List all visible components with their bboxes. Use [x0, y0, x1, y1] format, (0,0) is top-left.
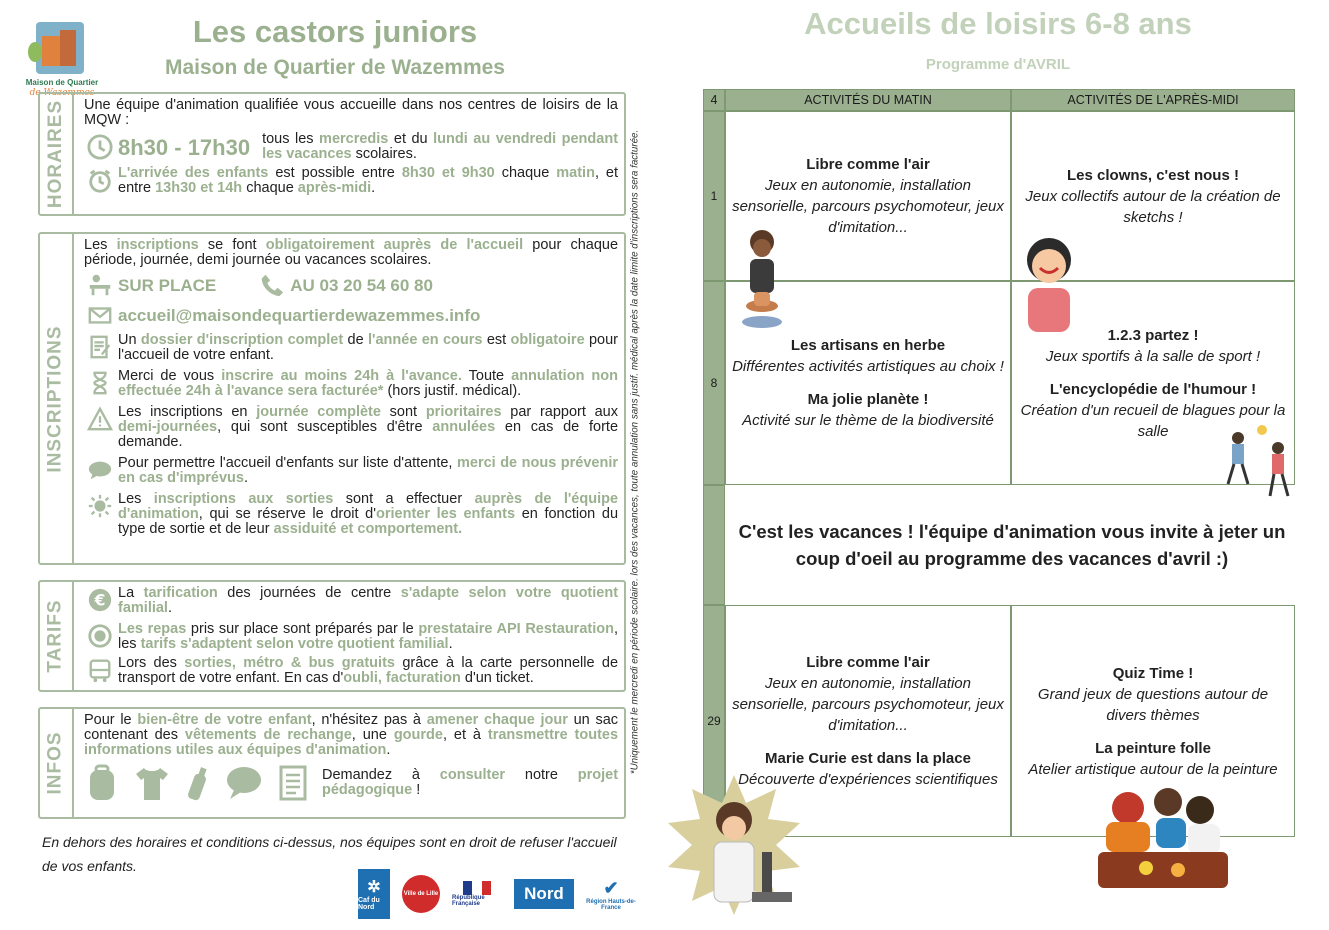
warning-icon: [84, 405, 116, 433]
partner-logos: [358, 868, 636, 920]
form-icon: [84, 333, 116, 361]
phone-icon: [256, 271, 288, 299]
backpack-icon: [84, 764, 120, 802]
caf-logo: ✲ Caf du Nord: [358, 869, 390, 919]
week8-afternoon: 1.2.3 partez ! Jeux sportifs à la salle de sport ! L'encyclopédie de l'humour ! Création d'un recueil de blagues pour la salle: [1011, 281, 1295, 485]
section-horaires: HORAIRES Une équipe d'animation qualifiée vous accueille dans nos centres de loisirs de la MQW : 8h30 - 17h30 tous les mercredis et du lundi au vendredi pendant les vacances scolaires. L'arrivée des enfants est possible entre 8h30 et 9h30 chaque matin, et entre 13h30 et 14h chaque après-midi.: [38, 92, 626, 216]
section-infos: [38, 707, 626, 819]
annulation-text: Merci de vous inscrire au moins 24h à l'avance. Toute annulation non effectuée 24h à l'avance sera facturée* (hors justif. médical).: [118, 368, 618, 399]
sur-place-label: SUR PLACE: [118, 275, 217, 295]
tarification-text: La tarification des journées de centre s'adapte selon votre quotient familial.: [118, 585, 619, 616]
attente-text: Pour permettre l'accueil d'enfants sur liste d'attente, merci de nous prévenir en cas d'imprévus.: [118, 455, 619, 486]
section-tarifs: [38, 580, 626, 692]
bottle-icon: [184, 764, 210, 802]
schedule-table: [703, 89, 1295, 837]
left-header: [120, 14, 550, 80]
repas-text: Les repas pris sur place sont préparés par le prestataire API Restauration, les tarifs s'adaptent selon votre quotient familial.: [118, 621, 618, 652]
vacances-message: C'est les vacances ! l'équipe d'animation vous invite à jeter un coup d'oeil au programme des vacances d'avril :): [738, 521, 1286, 569]
document-icon: [278, 764, 308, 802]
laughing-girl-illustration: [1016, 232, 1082, 334]
program-title: Accueils de loisirs 6-8 ans: [804, 6, 1192, 41]
section-label-tarifs: TARIFS: [45, 599, 67, 673]
clock-icon: [84, 133, 116, 161]
potter-illustration: [740, 226, 784, 332]
section-label-infos: INFOS: [45, 731, 66, 795]
speech-icon: [224, 764, 264, 802]
side-footnote: *Uniquement le mercredi en période scolaire. lors des vacances, toute annulation sans justif. médical après la date limite d'inscriptions sera facturée.: [629, 129, 641, 775]
col-header-afternoon: ACTIVITÉS DE L'APRÈS-MIDI: [1011, 89, 1295, 111]
col-header-morning: ACTIVITÉS DU MATIN: [725, 89, 1011, 111]
horaires-intro: Une équipe d'animation qualifiée vous accueille dans nos centres de loisirs de la MQW :: [84, 97, 618, 128]
section-label-inscriptions: INSCRIPTIONS: [45, 324, 66, 473]
week1-afternoon: Les clowns, c'est nous ! Jeux collectifs autour de la création de sketchs !: [1011, 111, 1295, 281]
sun-icon: [84, 492, 116, 520]
bus-icon: [84, 656, 116, 684]
alarm-clock-icon: [84, 167, 116, 195]
section-inscriptions: [38, 232, 626, 565]
week-number: 29: [703, 605, 725, 837]
mail-icon: [84, 301, 116, 329]
footer-notice: En dehors des horaires et conditions ci-dessus, nos équipes sont en droit de refuser l'accueil de vos enfants.: [42, 834, 617, 874]
plate-icon: [84, 622, 116, 650]
projet-text: Demandez à consulter notre projet pédagogique !: [322, 767, 619, 798]
desk-icon: [84, 271, 116, 299]
priorite-text: Les inscriptions en journée complète sont prioritaires par rapport aux demi-journées, qui sont susceptibles d'être annulées en cas de forte demande.: [118, 404, 619, 450]
republique-logo: République Française: [452, 869, 502, 919]
phone-number[interactable]: AU 03 20 54 60 80: [290, 275, 433, 295]
logo-line2: de Wazemmes: [29, 88, 95, 98]
bien-etre-text: Pour le bien-être de votre enfant, n'hésitez pas à amener chaque jour un sac contenant des vêtements de rechange, une gourde, et à transmettre toutes informations utiles aux équipes d'animation.: [84, 712, 619, 758]
week29-morning: Libre comme l'air Jeux en autonomie, installation sensorielle, parcours psychomoteur, jeux d'imitation... Marie Curie est dans la place Découverte d'expériences scientifiques: [725, 605, 1011, 837]
nord-logo: Nord: [514, 879, 574, 909]
scientist-illustration: [634, 770, 834, 930]
transport-text: Lors des sorties, métro & bus gratuits grâce à la carte personnelle de transport de votre enfant. En cas d'oubli, facturation d'un ticket.: [118, 655, 619, 686]
section-label-horaires: HORAIRES: [45, 99, 67, 209]
euro-icon: [84, 586, 116, 614]
week8-morning: Les artisans en herbe Différentes activités artistiques au choix ! Ma jolie planète ! Activité sur le thème de la biodiversité: [725, 281, 1011, 485]
sports-illustration: [1222, 424, 1298, 506]
hourglass-icon: [84, 369, 116, 397]
right-header: [700, 6, 1296, 73]
inscr-intro: Les inscriptions se font obligatoirement auprès de l'accueil pour chaque période, journée, demi journée ou vacances scolaires.: [84, 237, 619, 268]
dossier-text: Un dossier d'inscription complet de l'année en cours est obligatoire pour l'accueil de votre enfant.: [118, 332, 619, 363]
kids-table-illustration: [1088, 778, 1238, 892]
logo-line1: Maison de Quartier: [25, 78, 99, 87]
arrival-text: L'arrivée des enfants est possible entre 8h30 et 9h30 chaque matin, et entre 13h30 et 14h chaque après-midi.: [118, 165, 619, 196]
mqw-logo: [22, 16, 102, 100]
program-subtitle: Programme d'AVRIL: [925, 56, 1071, 73]
week29-afternoon: Quiz Time ! Grand jeux de questions autour de divers thèmes La peinture folle Atelier artistique autour de la peinture: [1011, 605, 1295, 837]
opening-hours: 8h30 - 17h30: [118, 134, 251, 160]
page-subtitle: Maison de Quartier de Wazemmes: [165, 56, 505, 79]
chat-bubble-icon: [84, 456, 116, 484]
lille-logo: Ville de Lille: [402, 875, 440, 913]
month-number: 4: [703, 89, 725, 111]
week-number: 1: [703, 111, 725, 281]
region-logo: ✔ Région Hauts-de-France: [586, 877, 636, 911]
tshirt-icon: [134, 764, 170, 802]
sorties-text: Les inscriptions aux sorties sont a effectuer auprès de l'équipe d'animation, qui se réserve le droit d'orienter les enfants en fonction du type de sortie et de leur assiduité et comportement.: [118, 491, 619, 537]
svg-text:€: €: [94, 590, 106, 610]
week1-morning: Libre comme l'air Jeux en autonomie, installation sensorielle, parcours psychomoteur, jeux d'imitation...: [725, 111, 1011, 281]
page-title: Les castors juniors: [192, 14, 478, 49]
email-link[interactable]: accueil@maisondequartierdewazemmes.info: [118, 305, 481, 325]
week-number: 8: [703, 281, 725, 485]
